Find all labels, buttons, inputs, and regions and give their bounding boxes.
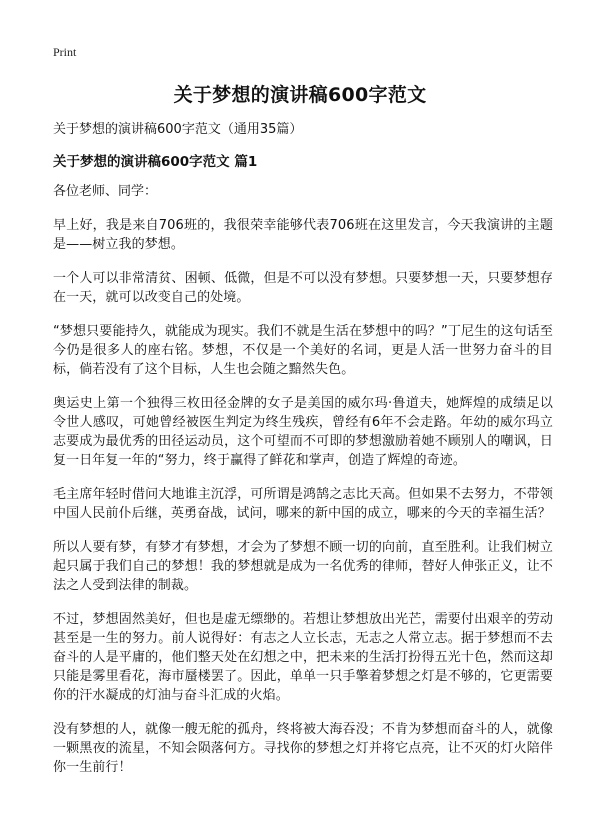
print-link[interactable]: Print [53, 45, 77, 59]
paragraph: “梦想只要能持久，就能成为现实。我们不就是生活在梦想中的吗？”丁尼生的这句话至今仍是很多人的座右铭。梦想，不仅是一个美好的名词，更是人活一世努力奋斗的目标，倘若没有了这个目标，人生也会随之黯然失色。 [53, 324, 553, 377]
paragraph: 奥运史上第一个独得三枚田径金牌的女子是美国的威尔玛·鲁道夫，她辉煌的成绩足以令世人感叹，可她曾经被医生判定为终生残疾，曾经有6年不会走路。年幼的威尔玛立志要成为最优秀的田径运动员，这个可望而不可即的梦想激励着她不顾别人的嘲讽，日复一日年复一年的“努力，终于赢得了鲜花和掌声，创造了辉煌的奇迹。 [53, 396, 553, 468]
article-body [53, 121, 553, 792]
paragraph: 毛主席年轻时借问大地谁主沉浮，可所谓是鸿鹄之志比天高。但如果不去努力，不带领中国人民前仆后继，英勇奋战，试问，哪来的新中国的成立，哪来的今天的幸福生活？ [53, 487, 553, 521]
paragraph: 所以人要有梦，有梦才有梦想，才会为了梦想不顾一切的向前，直至胜利。让我们树立起只属于我们自己的梦想！我的梦想就是成为一名优秀的律师，替好人伸张正义，让不法之人受到法律的制裁。 [53, 540, 553, 593]
paragraph: 一个人可以非常清贫、困顿、低微，但是不可以没有梦想。只要梦想一天，只要梦想存在一天，就可以改变自己的处境。 [53, 271, 553, 305]
page-title: 关于梦想的演讲稿600字范文 [173, 84, 427, 106]
paragraph: 不过，梦想固然美好，但也是虚无缥缈的。若想让梦想放出光芒，需要付出艰辛的劳动甚至是一生的努力。前人说得好：有志之人立长志，无志之人常立志。据于梦想而不去奋斗的人是平庸的，他们整天处在幻想之中，把未来的生活打扮得五光十色，然而这却只能是雾里看花，海市蜃楼罢了。因此，单单一只手擎着梦想之灯是不够的，它更需要你的汗水凝成的灯油与奋斗汇成的火焰。 [53, 612, 553, 703]
paragraph: 没有梦想的人，就像一艘无舵的孤舟，终将被大海吞没；不肯为梦想而奋斗的人，就像一颗黑夜的流星，不知会陨落何方。寻找你的梦想之灯并将它点亮，让不灭的灯火陪伴你一生前行！ [53, 722, 553, 775]
paragraph: 早上好，我是来自706班的，我很荣幸能够代表706班在这里发言，今天我演讲的主题是——树立我的梦想。 [53, 218, 553, 252]
greeting-line: 各位老师、同学： [53, 184, 158, 199]
section-heading: 关于梦想的演讲稿600字范文 篇1 [53, 154, 258, 170]
document-subtitle: 关于梦想的演讲稿600字范文（通用35篇） [53, 122, 303, 137]
